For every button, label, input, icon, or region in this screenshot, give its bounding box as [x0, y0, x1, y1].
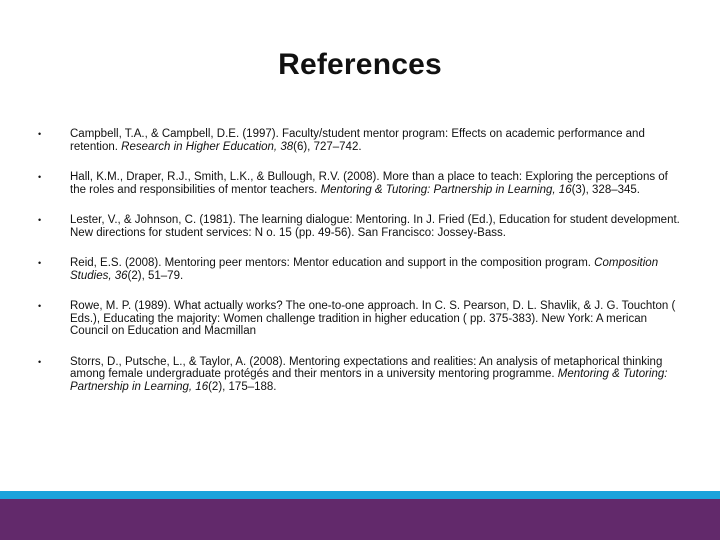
reference-text: Storrs, D., Putsche, L., & Taylor, A. (2008). Mentoring expectations and realities: An analysis of metaphorical thinking among female undergraduate protégés and their mentors in a university mentoring programme.	[70, 355, 663, 380]
reference-item	[38, 257, 683, 282]
footer-bar	[0, 499, 720, 540]
bullet-icon: •	[38, 258, 42, 268]
bullet-icon: •	[38, 129, 42, 139]
reference-item	[38, 214, 683, 239]
reference-text: Campbell, T.A., & Campbell, D.E. (1997). Faculty/student mentor program: Effects on academic performance and retention.	[70, 128, 645, 153]
reference-item	[38, 300, 683, 338]
reference-text: Lester, V., & Johnson, C. (1981). The learning dialogue: Mentoring. In J. Fried (Ed.), Education for student development. New directions for student services: N o. 15 (pp. 49-56). San Francisco: Jossey-Bass.	[70, 214, 680, 239]
bullet-icon: •	[38, 215, 42, 225]
reference-item	[38, 171, 683, 196]
reference-source: Mentoring & Tutoring: Partnership in Learning, 16	[70, 368, 668, 393]
reference-pages: (6), 727–742.	[293, 140, 362, 153]
bullet-icon: •	[38, 356, 42, 367]
page-title: References	[278, 48, 442, 81]
reference-source: Composition Studies, 36	[70, 257, 659, 282]
reference-pages: (2), 175–188.	[208, 380, 277, 393]
reference-text: Reid, E.S. (2008). Mentoring peer mentors: Mentor education and support in the composition program.	[70, 257, 595, 269]
reference-item	[38, 128, 683, 153]
reference-item	[38, 356, 683, 394]
reference-source: Mentoring & Tutoring: Partnership in Learning, 16	[320, 183, 572, 196]
reference-text: Hall, K.M., Draper, R.J., Smith, L.K., & Bullough, R.V. (2008). More than a place to teach: Exploring the perceptions of the roles and responsibilities of mentor teachers.	[70, 171, 668, 196]
reference-pages: (2), 51–79.	[127, 269, 184, 282]
footer-accent-bar	[0, 491, 720, 499]
references-list	[38, 128, 683, 411]
reference-pages: (3), 328–345.	[571, 183, 641, 196]
bullet-icon: •	[38, 301, 42, 311]
bullet-icon: •	[38, 172, 42, 182]
reference-source: Research in Higher Education, 38	[121, 140, 294, 153]
reference-text: Rowe, M. P. (1989). What actually works? The one-to-one approach. In C. S. Pearson, D. L. Shavlik, & J. G. Touchton ( Eds.), Educating the majority: Women challenge tradition in higher education ( pp. 375-383). New York: A merican Council on Education and Macmillan	[70, 300, 676, 337]
